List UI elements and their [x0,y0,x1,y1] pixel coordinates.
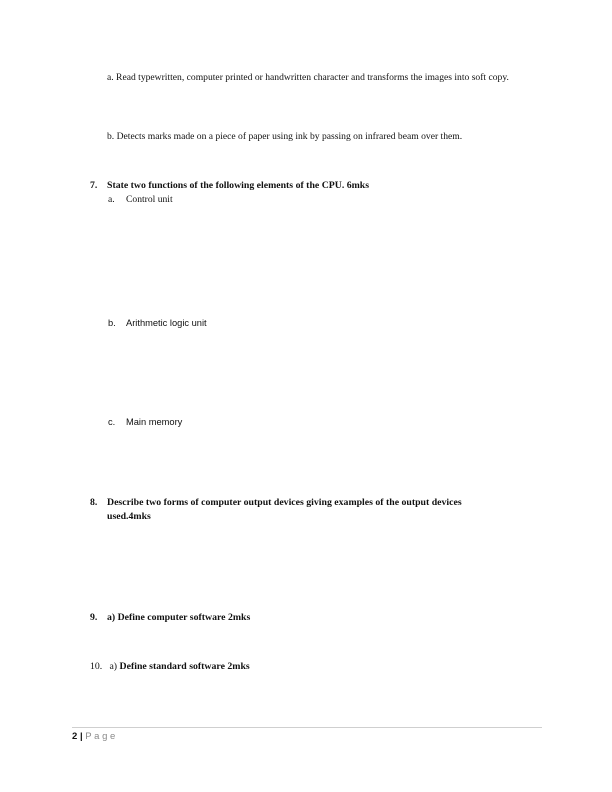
page-word: Page [85,731,118,742]
question-9-text: a) Define computer software 2mks [107,612,251,623]
question-8 [90,496,520,524]
sub-b-text: Arithmetic logic unit [126,318,207,328]
sub-b-letter: b. [108,318,116,328]
question-10-text: Define standard software 2mks [119,661,250,672]
sub-a-letter: a. [108,194,115,205]
question-7-text: State two functions of the following elements of the CPU. 6mks [107,180,370,191]
question-7 [90,180,369,191]
question-7-sub-c [108,417,182,427]
sub-a-text: Control unit [126,194,173,205]
question-10-number: 10. [90,661,103,672]
question-7-sub-a [108,193,173,207]
question-9 [90,612,250,623]
question-9-number: 9. [90,612,98,623]
question-10-prefix: a) [109,661,118,672]
question-10 [90,661,250,672]
answer-item-b: b. Detects marks made on a piece of paper using ink by passing on infrared beam over them. [107,131,463,142]
sub-c-letter: c. [108,417,116,427]
question-8-number: 8. [90,497,98,508]
question-7-number: 7. [90,180,98,191]
question-8-line1: Describe two forms of computer output devices giving examples of the output devices [107,497,462,508]
sub-c-text: Main memory [126,417,183,427]
footer-divider [72,727,542,728]
page-number: 2 [72,731,78,742]
answer-item-a: a. Read typewritten, computer printed or handwritten character and transforms the images into soft copy. [107,72,509,83]
question-7-sub-b [108,318,207,328]
question-8-line2: used.4mks [107,511,151,522]
page-footer [72,731,118,742]
footer-separator: | [79,731,83,742]
